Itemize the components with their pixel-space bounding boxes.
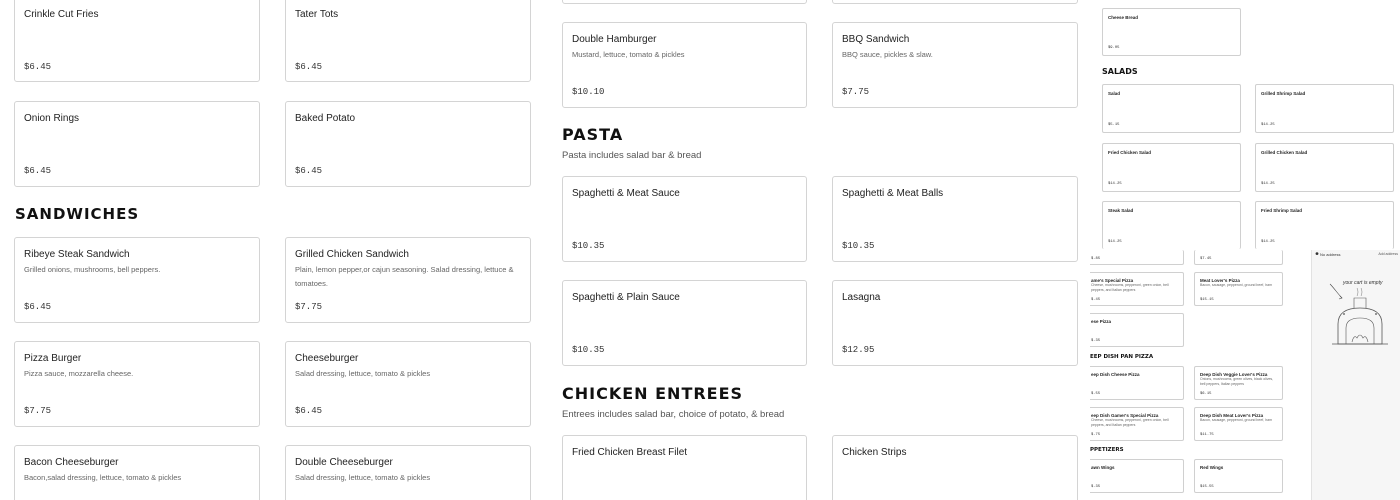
item-name: Lasagna bbox=[842, 292, 881, 303]
preview-item-name: eep Dish Cheese Pizza bbox=[1091, 372, 1140, 377]
preview-item-price: $.35 bbox=[1091, 485, 1101, 489]
preview-card[interactable] bbox=[1194, 272, 1283, 306]
preview-heading-appetizers: PPETIZERS bbox=[1090, 447, 1124, 453]
item-price: $6.45 bbox=[24, 166, 52, 176]
menu-item-card[interactable] bbox=[285, 0, 531, 82]
preview-item-price: $14.25 bbox=[1261, 182, 1275, 186]
preview-item-price: $14.25 bbox=[1108, 240, 1122, 244]
preview-item-price: $9.05 bbox=[1108, 46, 1120, 50]
preview-item-price: $15.55 bbox=[1200, 485, 1214, 489]
item-name: Double Cheeseburger bbox=[295, 457, 393, 468]
item-name: Spaghetti & Meat Sauce bbox=[572, 188, 680, 199]
preview-item-price: $14.25 bbox=[1261, 123, 1275, 127]
add-address-link[interactable]: Add address bbox=[1378, 252, 1398, 256]
preview-item-desc: Bacon, sausage, pepperoni, ground beef, ham bbox=[1200, 283, 1272, 287]
item-description: Salad dressing, lettuce, tomato & pickles bbox=[295, 369, 431, 378]
menu-item-card[interactable] bbox=[562, 0, 807, 4]
preview-card[interactable] bbox=[1102, 8, 1241, 56]
item-name: Bacon Cheeseburger bbox=[24, 457, 119, 468]
item-price: $7.75 bbox=[24, 406, 52, 416]
preview-card[interactable] bbox=[1102, 201, 1241, 249]
item-name: Onion Rings bbox=[24, 113, 80, 124]
item-name: Double Hamburger bbox=[572, 34, 657, 45]
menu-item-card[interactable] bbox=[832, 280, 1078, 366]
menu-item-card[interactable] bbox=[562, 176, 807, 262]
cart-panel bbox=[1311, 250, 1400, 500]
preview-card[interactable] bbox=[1194, 407, 1283, 441]
preview-card[interactable] bbox=[1102, 84, 1241, 133]
menu-item-card[interactable] bbox=[14, 341, 260, 427]
item-name: BBQ Sandwich bbox=[842, 34, 910, 45]
menu-item-card[interactable] bbox=[562, 435, 807, 500]
preview-item-price: $.85 bbox=[1091, 257, 1101, 261]
preview-item-name: eep Dish Gamer's Special Pizza bbox=[1091, 413, 1159, 418]
preview-card[interactable] bbox=[1090, 407, 1184, 441]
preview-item-name: Fried Chicken Salad bbox=[1108, 150, 1152, 155]
preview-item-desc: Onions, mushrooms, green olives, black olives, bell peppers, Italian peppers bbox=[1200, 377, 1274, 386]
section-note-pasta: Pasta includes salad bar & bread bbox=[562, 150, 702, 161]
item-name: Pizza Burger bbox=[24, 353, 82, 364]
item-price: $10.10 bbox=[572, 87, 605, 97]
preview-card[interactable] bbox=[1090, 250, 1184, 265]
item-price: $7.75 bbox=[295, 302, 323, 312]
menu-item-card[interactable] bbox=[14, 0, 260, 82]
preview-item-name: Red Wings bbox=[1200, 465, 1224, 470]
preview-item-name: ese Pizza bbox=[1091, 319, 1112, 324]
item-description: Mustard, lettuce, tomato & pickles bbox=[572, 50, 685, 59]
item-description: Bacon,salad dressing, lettuce, tomato & pickles bbox=[24, 473, 182, 482]
item-name: Baked Potato bbox=[295, 113, 356, 124]
empty-cart-oven-icon bbox=[1324, 274, 1396, 364]
preview-item-name: ame's Special Pizza bbox=[1091, 278, 1134, 283]
preview-card[interactable] bbox=[1090, 272, 1184, 306]
menu-item-card[interactable] bbox=[285, 341, 531, 427]
item-description: BBQ sauce, pickles & slaw. bbox=[842, 50, 933, 59]
section-heading-sandwiches: SANDWICHES bbox=[15, 205, 140, 223]
menu-item-card[interactable] bbox=[832, 176, 1078, 262]
preview-item-desc: Cheese, mushrooms, pepperoni, green onion, bell peppers, and Italian peppers bbox=[1091, 283, 1169, 292]
menu-item-card[interactable] bbox=[832, 435, 1078, 500]
preview-card[interactable] bbox=[1090, 313, 1184, 347]
item-price: $6.45 bbox=[295, 406, 323, 416]
menu-item-card[interactable] bbox=[14, 445, 260, 500]
cart-empty-text: your cart is empty bbox=[1343, 280, 1383, 286]
preview-item-price: $14.25 bbox=[1261, 240, 1275, 244]
preview-item-price: $.55 bbox=[1091, 392, 1101, 396]
item-description: Grilled onions, mushrooms, bell peppers. bbox=[24, 265, 161, 274]
menu-item-card[interactable] bbox=[285, 101, 531, 187]
location-pin-icon bbox=[1315, 252, 1319, 256]
menu-item-card[interactable] bbox=[14, 237, 260, 323]
menu-item-card[interactable] bbox=[285, 445, 531, 500]
item-price: $6.45 bbox=[24, 302, 52, 312]
preview-item-price: $7.45 bbox=[1200, 257, 1212, 261]
preview-card[interactable] bbox=[1090, 366, 1184, 400]
preview-item-price: $15.15 bbox=[1200, 298, 1214, 302]
preview-item-name: Grilled Shrimp Salad bbox=[1261, 91, 1306, 96]
preview-card[interactable] bbox=[1255, 201, 1394, 249]
preview-item-name: Deep Dish Veggie Lover's Pizza bbox=[1200, 372, 1268, 377]
preview-item-price: $6.15 bbox=[1200, 392, 1212, 396]
preview-item-price: $11.75 bbox=[1200, 433, 1214, 437]
preview-item-name: Fried Shrimp Salad bbox=[1261, 208, 1303, 213]
preview-item-price: $.35 bbox=[1091, 339, 1101, 343]
preview-card[interactable] bbox=[1194, 250, 1283, 265]
menu-item-card[interactable] bbox=[562, 280, 807, 366]
item-name: Tater Tots bbox=[295, 9, 339, 20]
preview-item-name: Deep Dish Meat Lover's Pizza bbox=[1200, 413, 1264, 418]
item-price: $10.35 bbox=[842, 241, 875, 251]
item-price: $6.45 bbox=[24, 62, 52, 72]
preview-card[interactable] bbox=[1194, 459, 1283, 493]
preview-heading-salads: SALADS bbox=[1102, 67, 1138, 76]
preview-item-name: Cheese Bread bbox=[1108, 15, 1139, 20]
preview-item-price: $.45 bbox=[1091, 298, 1101, 302]
section-heading-pasta: PASTA bbox=[562, 125, 624, 144]
item-name: Cheeseburger bbox=[295, 353, 359, 364]
menu-item-card[interactable] bbox=[832, 22, 1078, 108]
menu-item-card[interactable] bbox=[14, 101, 260, 187]
item-description: Plain, lemon pepper,or cajun seasoning. Salad dressing, lettuce & tomatoes. bbox=[295, 265, 514, 288]
preview-item-name: Salad bbox=[1108, 91, 1121, 96]
section-heading-chicken: CHICKEN ENTREES bbox=[562, 384, 744, 403]
section-note-chicken: Entrees includes salad bar, choice of potato, & bread bbox=[562, 409, 785, 420]
preview-item-price: $5.15 bbox=[1108, 123, 1120, 127]
item-name: Grilled Chicken Sandwich bbox=[295, 249, 409, 260]
preview-heading-deep-dish: EEP DISH PAN PIZZA bbox=[1090, 354, 1154, 360]
item-description: Pizza sauce, mozzarella cheese. bbox=[24, 369, 134, 378]
preview-item-name: Steak Salad bbox=[1108, 208, 1134, 213]
preview-item-desc: Cheese, mushrooms, pepperoni, green onion, bell peppers, and Italian peppers bbox=[1091, 418, 1169, 427]
menu-item-card[interactable] bbox=[285, 237, 531, 323]
item-name: Fried Chicken Breast Filet bbox=[572, 447, 688, 458]
preview-card[interactable] bbox=[1194, 366, 1283, 400]
preview-card[interactable] bbox=[1255, 84, 1394, 133]
menu-item-card[interactable] bbox=[562, 22, 807, 108]
item-price: $10.35 bbox=[572, 241, 605, 251]
item-name: Spaghetti & Plain Sauce bbox=[572, 292, 680, 303]
menu-item-card[interactable] bbox=[832, 0, 1078, 4]
preview-item-desc: Bacon, sausage, pepperoni, ground beef, ham bbox=[1200, 418, 1272, 422]
preview-item-name: Meat Lover's Pizza bbox=[1200, 278, 1240, 283]
item-price: $6.45 bbox=[295, 62, 323, 72]
preview-card[interactable] bbox=[1255, 143, 1394, 192]
preview-item-price: $.75 bbox=[1091, 433, 1101, 437]
item-price: $12.95 bbox=[842, 345, 875, 355]
preview-item-price: $14.25 bbox=[1108, 182, 1122, 186]
preview-item-name: awn Wings bbox=[1091, 465, 1115, 470]
item-name: Chicken Strips bbox=[842, 447, 907, 458]
preview-card[interactable] bbox=[1102, 143, 1241, 192]
item-name: Crinkle Cut Fries bbox=[24, 9, 99, 20]
item-name: Spaghetti & Meat Balls bbox=[842, 188, 944, 199]
item-price: $7.75 bbox=[842, 87, 870, 97]
item-price: $10.35 bbox=[572, 345, 605, 355]
item-description: Salad dressing, lettuce, tomato & pickles bbox=[295, 473, 431, 482]
item-name: Ribeye Steak Sandwich bbox=[24, 249, 130, 260]
item-price: $6.45 bbox=[295, 166, 323, 176]
preview-item-name: Grilled Chicken Salad bbox=[1261, 150, 1308, 155]
preview-card[interactable] bbox=[1090, 459, 1184, 493]
cart-address[interactable]: No address bbox=[1320, 252, 1341, 257]
